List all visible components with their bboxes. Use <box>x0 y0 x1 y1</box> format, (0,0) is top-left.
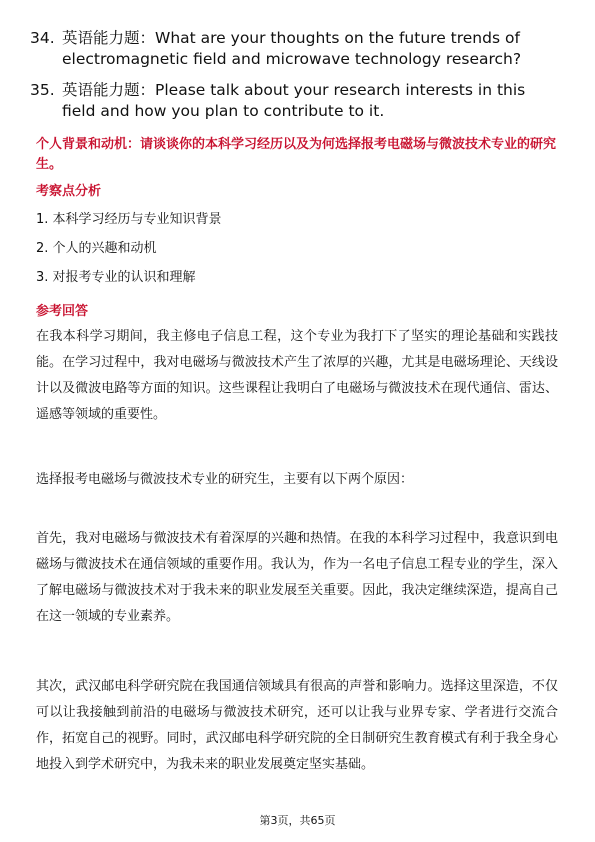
featured-question-heading: 个人背景和动机：请谈谈你的本科学习经历以及为何选择报考电磁场与微波技术专业的研究生。 <box>36 137 557 172</box>
question-number: 34. <box>30 29 55 47</box>
question-35 <box>30 80 560 122</box>
analysis-heading: 考察点分析 <box>36 184 102 199</box>
page-footer: 第3页，共65页 <box>259 814 336 827</box>
analysis-point: 1. 本科学习经历与专业知识背景 <box>36 212 222 227</box>
analysis-point: 2. 个人的兴趣和动机 <box>36 241 157 256</box>
answer-paragraph: 选择报考电磁场与微波技术专业的研究生，主要有以下两个原因： <box>36 472 414 487</box>
question-text: 英语能力题：What are your thoughts on the future trends of electromagnetic field and microwave technology research? <box>62 29 522 68</box>
question-34 <box>30 28 560 70</box>
answer-paragraph: 首先，我对电磁场与微波技术有着深厚的兴趣和热情。在我的本科学习过程中，我意识到电磁场与微波技术在通信领域的重要作用。我认为，作为一名电子信息工程专业的学生，深入了解电磁场与微波技术对于我未来的职业发展至关重要。因此，我决定继续深造，提高自己在这一领域的专业素养。 <box>36 531 558 624</box>
answer-heading: 参考回答 <box>36 304 89 319</box>
answer-paragraph: 在我本科学习期间，我主修电子信息工程，这个专业为我打下了坚实的理论基础和实践技能。在学习过程中，我对电磁场与微波技术产生了浓厚的兴趣，尤其是电磁场理论、天线设计以及微波电路等方面的知识。这些课程让我明白了电磁场与微波技术在现代通信、雷达、遥感等领域的重要性。 <box>36 329 558 422</box>
analysis-point: 3. 对报考专业的认识和理解 <box>36 270 196 285</box>
question-text: 英语能力题：Please talk about your research interests in this field and how you plan to contribute to it. <box>62 81 526 120</box>
answer-paragraph: 其次，武汉邮电科学研究院在我国通信领域具有很高的声誉和影响力。选择这里深造，不仅可以让我接触到前沿的电磁场与微波技术研究，还可以让我与业界专家、学者进行交流合作，拓宽自己的视野。同时，武汉邮电科学研究院的全日制研究生教育模式有利于我全身心地投入到学术研究中，为我未来的职业发展奠定坚实基础。 <box>36 679 558 772</box>
question-number: 35. <box>30 81 55 99</box>
